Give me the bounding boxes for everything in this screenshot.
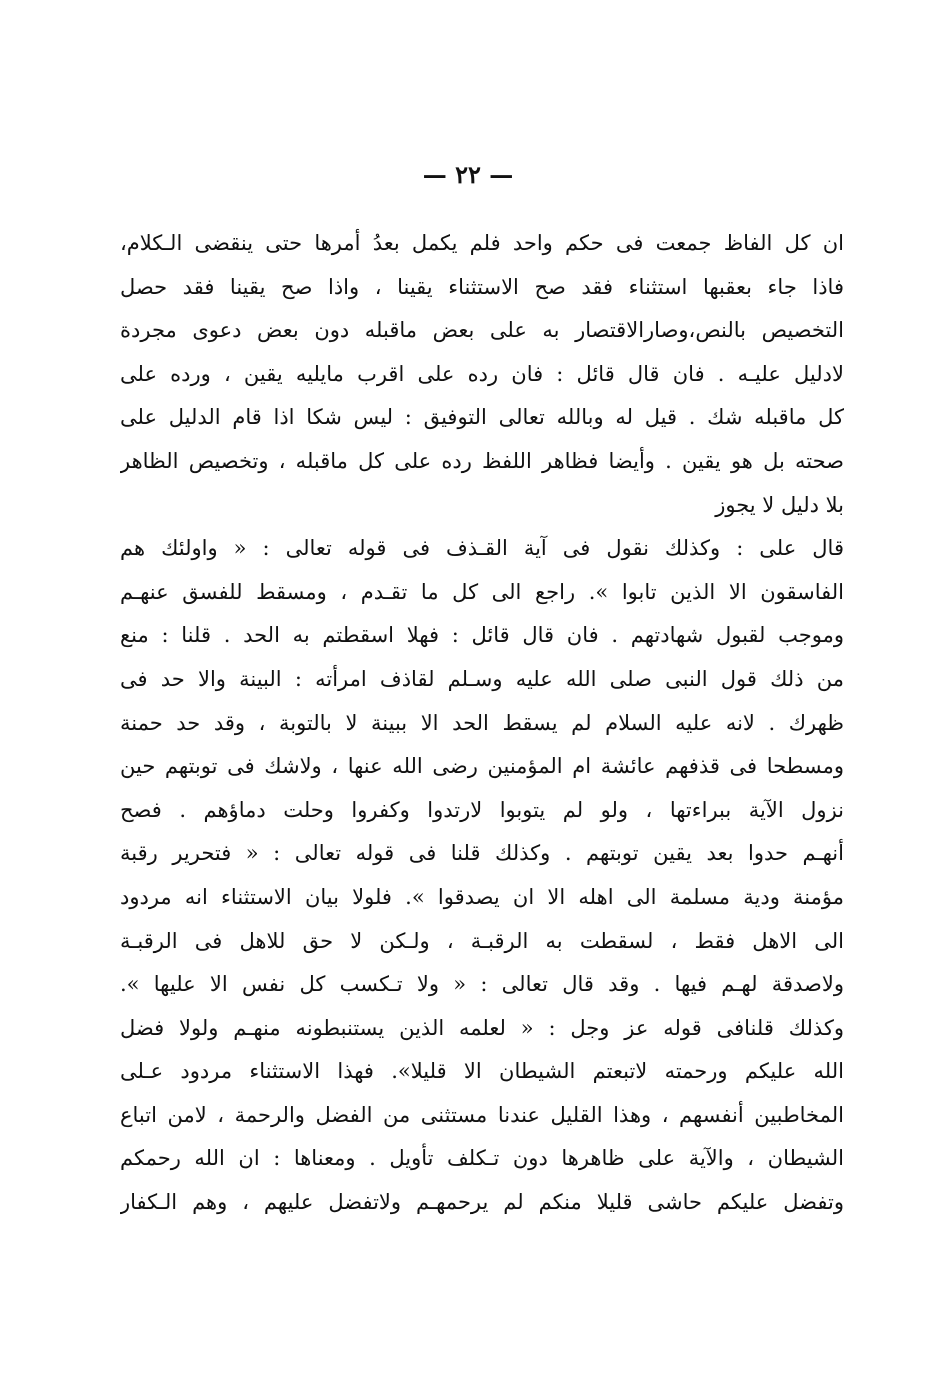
text-line: الى الاهل فقط ، لسقطت به الرقبـة ، ولـكن لا حق للاهل فى الرقبـة — [120, 928, 844, 953]
text-line: التخصيص بالنص،وصارالاقتصار به على بعض ماقبله دون بعض دعوى مجردة — [120, 318, 844, 343]
text-line: صحته بل هو يقين . وأيضا فظاهر اللفظ رده على كل ماقبله ، وتخصيص الظاهر — [120, 448, 844, 473]
text-line: الله عليكم ورحمته لاتبعتم الشيطان الا قليلا». فهذا الاستثناء مردود عـلى — [120, 1059, 844, 1084]
text-line: وموجب لقبول شهادتهم . فان قال قائل : فهلا اسقطتم به الحد . قلنا : منع — [120, 623, 844, 648]
text-line: من ذلك قول النبى صلى الله عليه وسـلم لقاذف امرأته : البينة والا حد فى — [120, 666, 844, 691]
paragraph-end-line: بلا دليل لا يجوز — [715, 492, 844, 517]
text-line: المخاطبين أنفسهم ، وهذا القليل عندنا مستثنى من الفضل والرحمة ، لامن اتباع — [120, 1102, 844, 1127]
text-line: وتفضل عليكم حاشى قليلا منكم لم يرحمهـم ولاتفضل عليهم ، وهم الـكفار — [120, 1190, 844, 1215]
page-number: — ٢٢ — — [422, 160, 514, 189]
text-line: نزول الآية ببراءتها ، ولو لم يتوبوا لارتدوا وكفروا وحلت دماؤهم . فصح — [120, 797, 844, 822]
text-line: الشيطان ، والآية على ظاهرها دون تـكلف تأويل . ومعناها : ان الله رحمكم — [120, 1146, 844, 1171]
text-line: مؤمنة ودية مسلمة الى اهله الا ان يصدقوا ». فلولا بيان الاستثناء انه مردود — [120, 884, 844, 909]
text-line: وكذلك قلنافى قوله عز وجل : « لعلمه الذين يستنبطونه منهـم ولولا فضل — [120, 1015, 844, 1040]
body-text — [120, 222, 844, 1225]
text-line: فاذا جاء بعقبها استثناء فقد صح الاستثناء يقينا ، واذا صح يقينا فقد حصل — [120, 274, 844, 299]
text-line: قال على : وكذلك نقول فى آية القـذف فى قوله تعالى : « واولئك هم — [120, 536, 844, 561]
text-line: ومسطحا فى قذفهم عائشة ام المؤمنين رضى الله عنها ، ولاشك فى توبتهم حين — [120, 754, 844, 779]
text-line: ان كل الفاظ جمعت فى حكم واحد فلم يكمل بعدُ أمرها حتى ينقضى الـكلام، — [120, 231, 844, 255]
text-line: كل ماقبله شك . قيل له وبالله تعالى التوفيق : ليس شكا اذا قام الدليل على — [120, 405, 844, 430]
text-line: أنهـم حدوا بعد يقين توبتهم . وكذلك قلنا فى قوله تعالى : « فتحرير رقبة — [120, 841, 844, 866]
text-line: ولاصدقة لهـم فيها . وقد قال تعالى : « ولا تـكسب كل نفس الا عليها ». — [120, 972, 844, 997]
text-line: ظهرك . لانه عليه السلام لم يسقط الحد الا ببينة لا بالتوبة ، وقد حد حمنة — [120, 710, 844, 735]
text-line: الفاسقون الا الذين تابوا ». راجع الى كل ما تقـدم ، ومسقط للفسق عنهـم — [120, 579, 844, 604]
text-line: لادليل عليـه . فان قال قائل : فان رده على اقرب مايليه يقين ، ورده على — [120, 361, 844, 386]
